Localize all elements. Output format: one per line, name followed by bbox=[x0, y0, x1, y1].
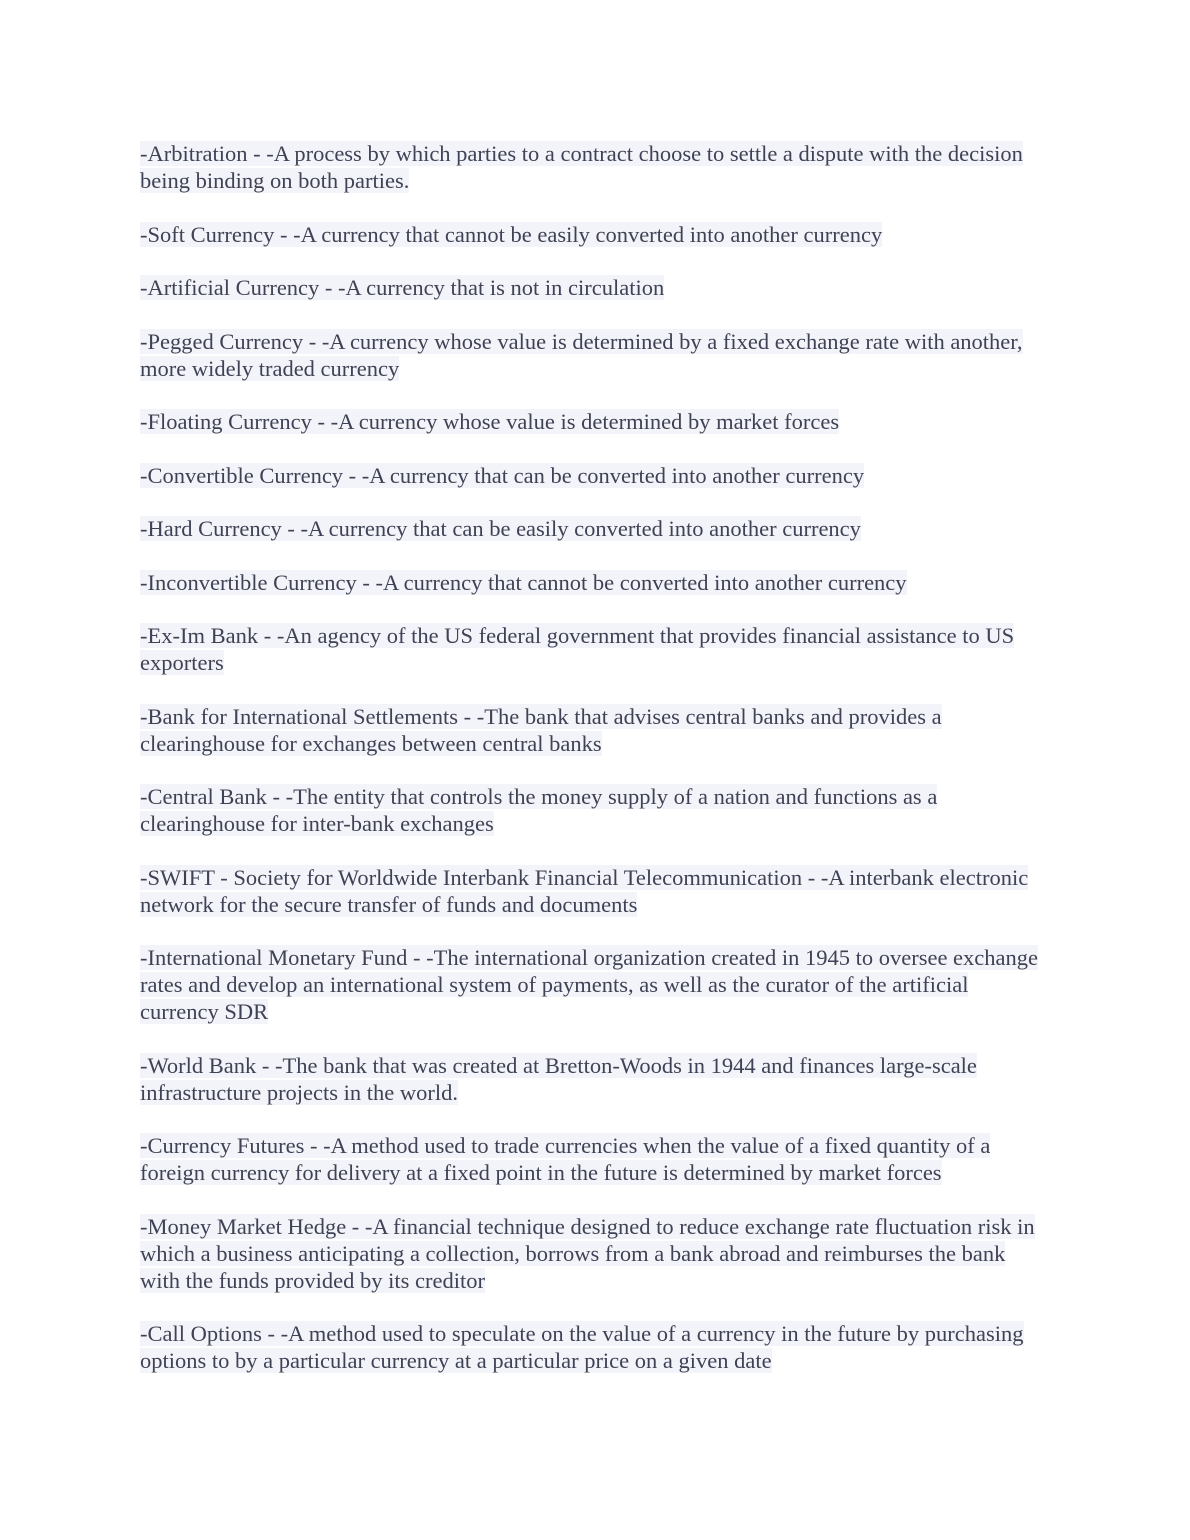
entry-text: -Floating Currency - -A currency whose value is determined by market forces bbox=[140, 409, 840, 434]
glossary-entry-currency-futures bbox=[140, 1132, 1050, 1186]
entry-text: -International Monetary Fund - -The international organization created in 1945 to oversee exchange rates and develop an international system of payments, as well as the curator of the artificial currency SDR bbox=[140, 945, 1039, 1024]
glossary-entry-floating-currency bbox=[140, 408, 1050, 435]
glossary-entry-inconvertible-currency bbox=[140, 569, 1050, 596]
entry-text: -Bank for International Settlements - -The bank that advises central banks and provides a clearinghouse for exchanges between central banks bbox=[140, 703, 942, 756]
entry-text: -Call Options - -A method used to speculate on the value of a currency in the future by purchasing options to by a particular currency at a particular price on a given date bbox=[140, 1321, 1024, 1373]
glossary-entry-convertible-currency bbox=[140, 462, 1050, 489]
glossary-entry-ex-im-bank bbox=[140, 622, 1050, 676]
entry-text: -Soft Currency - -A currency that cannot be easily converted into another currency bbox=[140, 221, 883, 247]
entry-text: -SWIFT - Society for Worldwide Interbank Financial Telecommunication - -A interbank electronic network for the secure transfer of funds and documents bbox=[140, 864, 1029, 917]
glossary-entry-soft-currency bbox=[140, 221, 1050, 248]
entry-text: -Central Bank - -The entity that controls the money supply of a nation and functions as a clearinghouse for inter-bank exchanges bbox=[140, 784, 938, 836]
glossary-entry-bank-for-international-settlements bbox=[140, 703, 1050, 757]
entry-text: -World Bank - -The bank that was created at Bretton-Woods in 1944 and finances large-scale infrastructure projects in the world. bbox=[140, 1052, 977, 1105]
glossary-entry-arbitration bbox=[140, 140, 1050, 194]
entry-text: -Pegged Currency - -A currency whose value is determined by a fixed exchange rate with another, more widely traded currency bbox=[140, 328, 1023, 381]
entry-text: -Artificial Currency - -A currency that is not in circulation bbox=[140, 275, 665, 300]
entry-text: -Money Market Hedge - -A financial technique designed to reduce exchange rate fluctuation risk in which a business anticipating a collection, borrows from a bank abroad and reimburses the bank with the funds provided by its creditor bbox=[140, 1213, 1035, 1293]
entry-text: -Ex-Im Bank - -An agency of the US federal government that provides financial assistance to US exporters bbox=[140, 623, 1015, 675]
entry-text: -Currency Futures - -A method used to trade currencies when the value of a fixed quantity of a foreign currency for delivery at a fixed point in the future is determined by market forces bbox=[140, 1133, 991, 1185]
entry-text: -Hard Currency - -A currency that can be easily converted into another currency bbox=[140, 516, 861, 541]
glossary-entry-call-options bbox=[140, 1320, 1050, 1374]
glossary-entry-world-bank bbox=[140, 1052, 1050, 1106]
glossary-entry-swift bbox=[140, 864, 1050, 918]
glossary-entry-artificial-currency bbox=[140, 274, 1050, 301]
document-page bbox=[140, 140, 1050, 1401]
entry-text: -Convertible Currency - -A currency that can be converted into another currency bbox=[140, 462, 865, 488]
glossary-entry-hard-currency bbox=[140, 515, 1050, 542]
glossary-entry-pegged-currency bbox=[140, 328, 1050, 382]
entry-text: -Arbitration - -A process by which parties to a contract choose to settle a dispute with the decision being binding on both parties. bbox=[140, 141, 1023, 193]
entry-text: -Inconvertible Currency - -A currency that cannot be converted into another currency bbox=[140, 569, 907, 595]
glossary-entry-imf bbox=[140, 944, 1050, 1025]
glossary-entry-central-bank bbox=[140, 783, 1050, 837]
glossary-entry-money-market-hedge bbox=[140, 1213, 1050, 1294]
